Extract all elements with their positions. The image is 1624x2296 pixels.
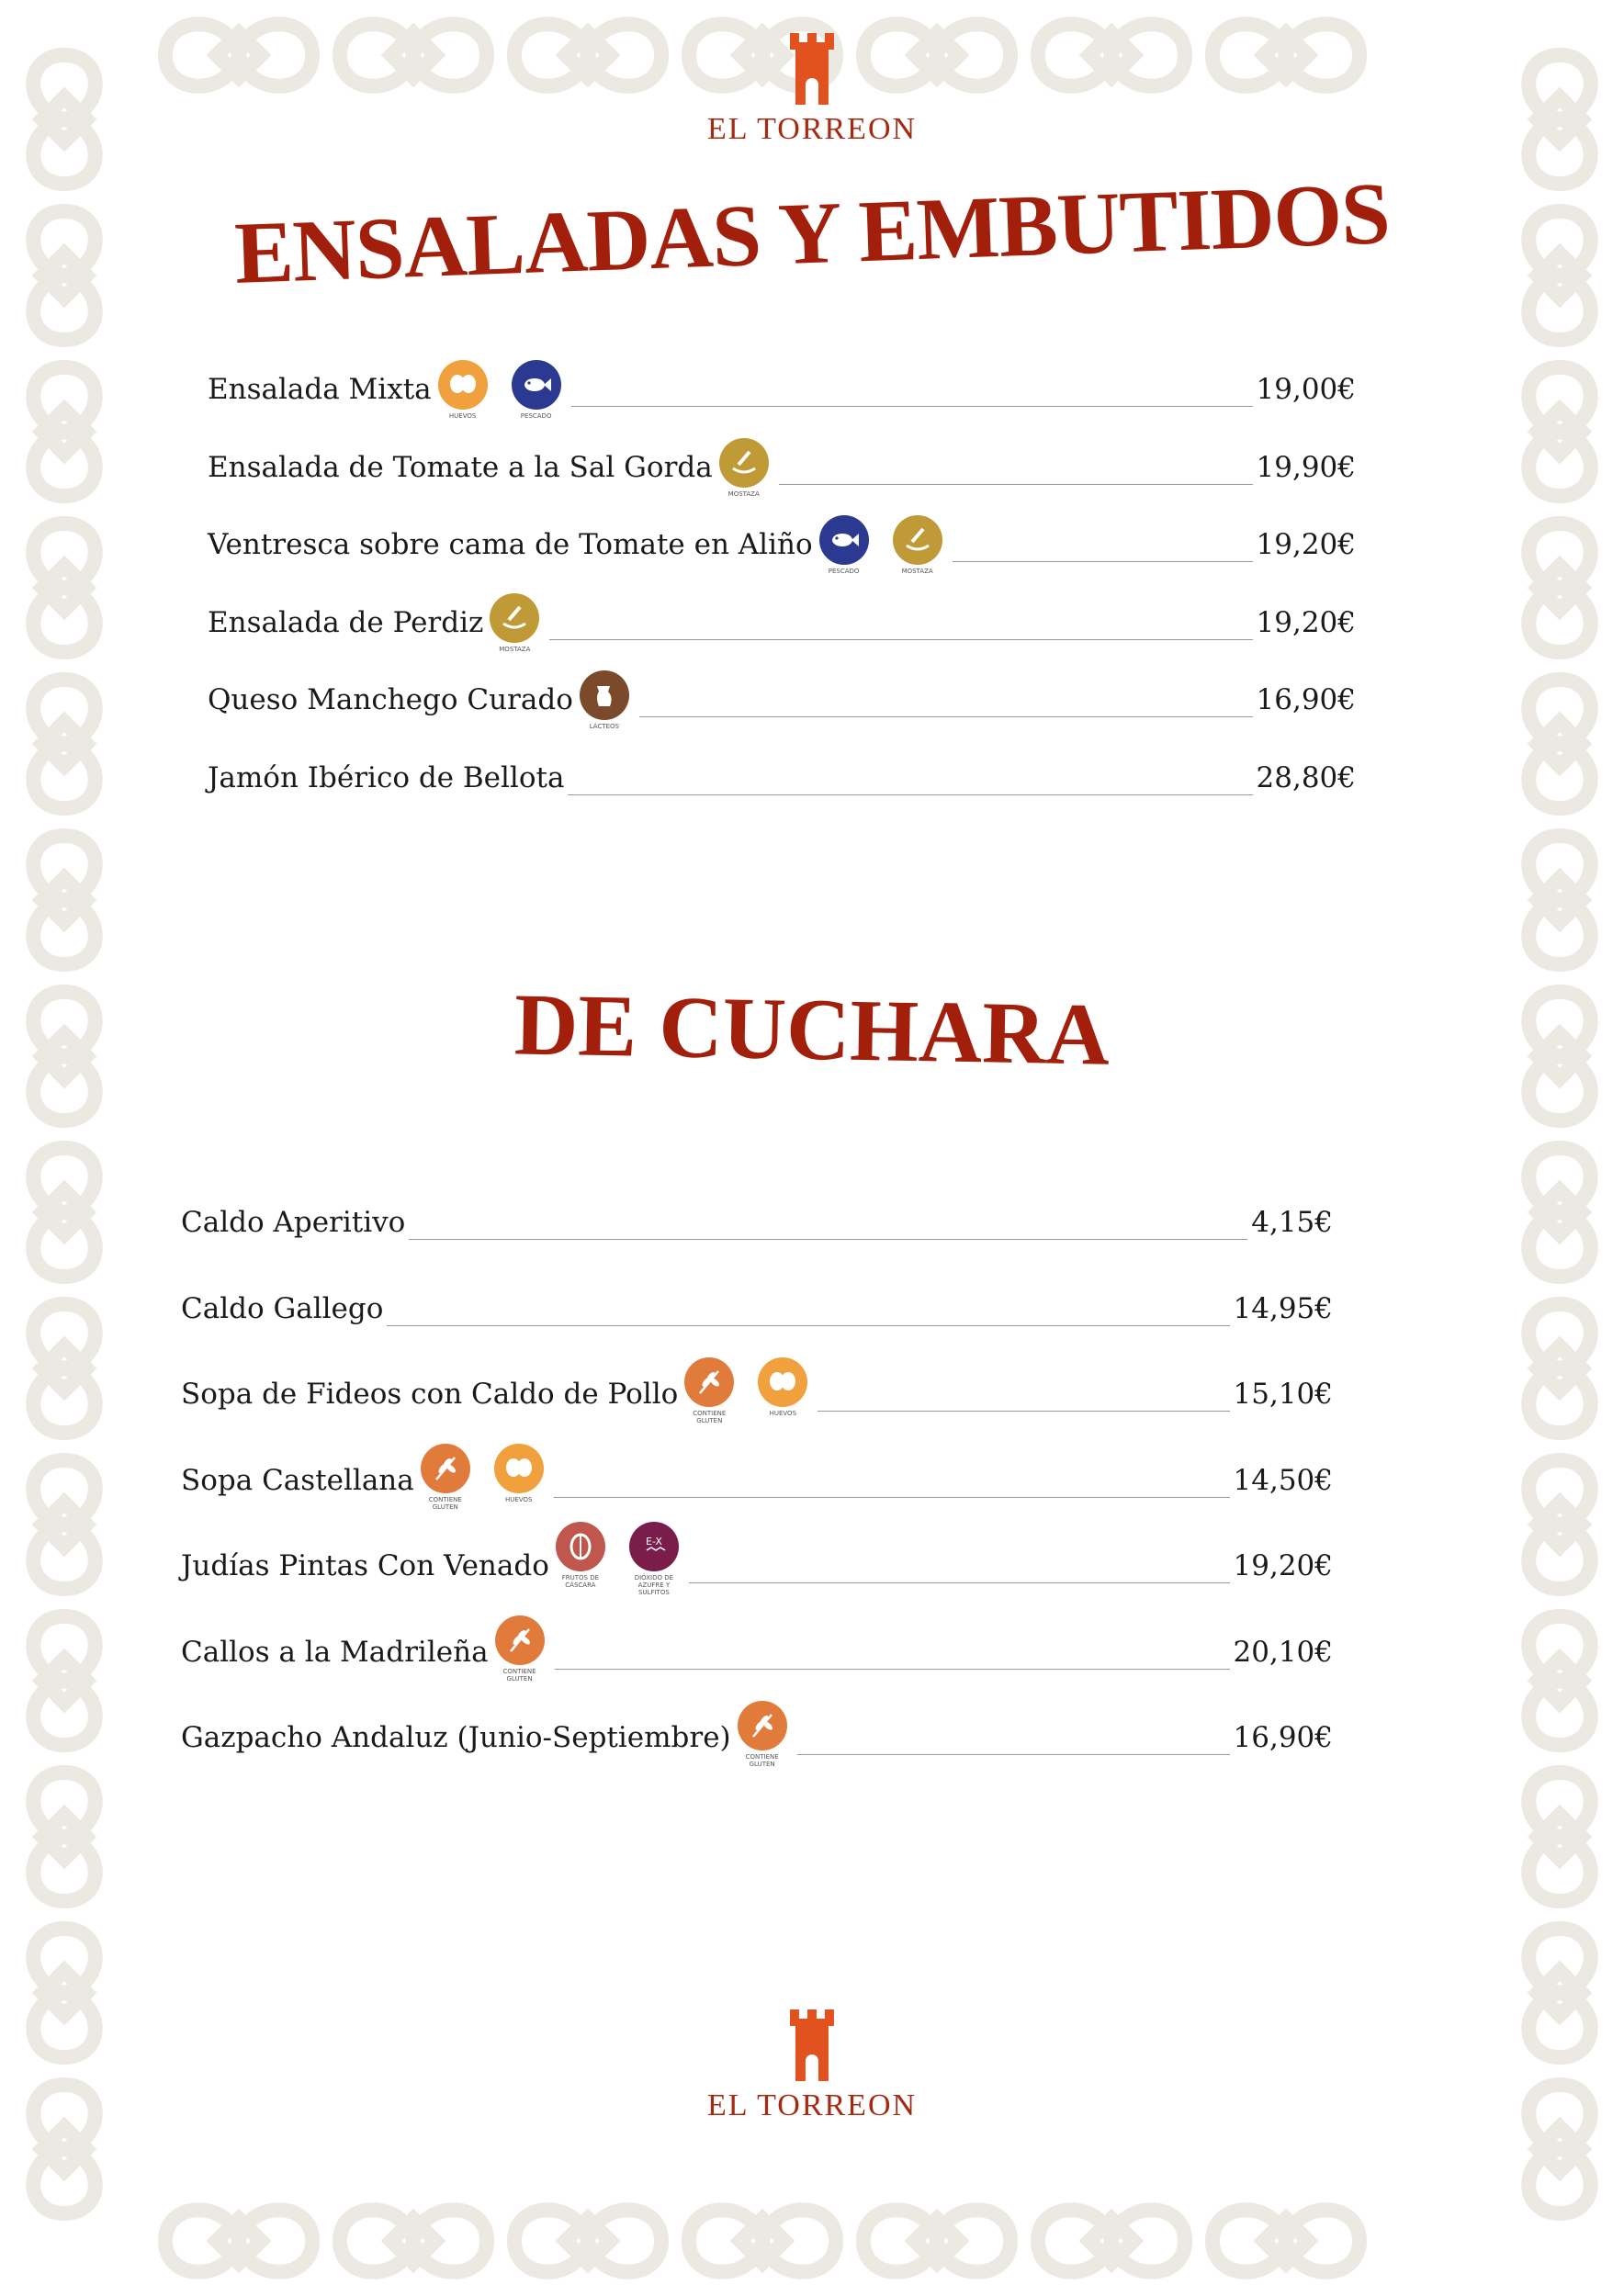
tower-icon (790, 33, 834, 105)
allergen-label: HUEVOS (448, 412, 477, 420)
menu-item (208, 759, 1356, 795)
menu-item-name: Sopa Castellana (181, 1463, 414, 1497)
brand-name: EL TORREON (706, 2088, 918, 2122)
section-title-cuchara: DE CUCHARA (513, 974, 1111, 1084)
menu-item-name: Judías Pintas Con Venado (181, 1549, 549, 1582)
menu-item (208, 448, 1356, 498)
menu-item-price: 19,20€ (1256, 528, 1356, 561)
menu-item (181, 1203, 1333, 1240)
allergen-badge (737, 1700, 788, 1768)
allergen-label: HUEVOS (769, 1410, 797, 1417)
menu-item (181, 1375, 1333, 1424)
menu-item-price: 16,90€ (1256, 683, 1356, 716)
dotted-leader (689, 1555, 1230, 1583)
menu-item-price: 14,50€ (1233, 1463, 1333, 1497)
menu-item-name: Ensalada de Tomate a la Sal Gorda (208, 450, 713, 484)
menu-item-price: 19,20€ (1256, 605, 1356, 639)
menu-item-price: 19,20€ (1233, 1549, 1333, 1582)
logo-bottom (707, 2009, 917, 2123)
allergen-badge (511, 359, 562, 420)
menu-item-name: Ventresca sobre cama de Tomate en Aliño (208, 528, 813, 561)
menu-item-price: 14,95€ (1233, 1291, 1333, 1325)
allergen-badge (683, 1356, 735, 1424)
allergen-label: MOSTAZA (499, 645, 531, 653)
menu-item (208, 525, 1356, 575)
logo-top (707, 33, 917, 147)
allergen-badge (818, 514, 870, 575)
menu-item-name: Callos a la Madrileña (181, 1635, 489, 1669)
menu-item (181, 1461, 1333, 1511)
allergen-label: MOSTAZA (727, 490, 760, 498)
allergen-badge (628, 1521, 680, 1596)
menu-item-price: 20,10€ (1233, 1635, 1333, 1669)
allergen-icons (494, 1615, 546, 1683)
allergen-label: FRUTOS DE CÁSCARA (561, 1574, 600, 1589)
allergen-badge (493, 1443, 545, 1511)
eggs-icon (493, 1443, 545, 1494)
svg-text:E-X: E-X (645, 1536, 662, 1548)
allergen-badge (757, 1356, 808, 1424)
dotted-leader (639, 689, 1253, 717)
allergen-icons (818, 514, 943, 575)
menu-item-name: Queso Manchego Curado (208, 683, 573, 716)
wheat-icon (683, 1356, 735, 1408)
sulphites-icon (628, 1521, 680, 1572)
allergen-label: PESCADO (828, 568, 860, 575)
milk-jug-icon (579, 670, 630, 721)
dotted-leader (409, 1211, 1247, 1240)
eggs-icon (437, 359, 489, 411)
dotted-leader (549, 612, 1252, 640)
allergen-icons (718, 437, 770, 498)
wheat-icon (737, 1700, 788, 1751)
menu-item-price: 4,15€ (1251, 1206, 1333, 1239)
eggs-icon (757, 1356, 808, 1408)
allergen-badge (437, 359, 489, 420)
allergen-icons (737, 1700, 788, 1768)
allergen-badge (420, 1443, 471, 1511)
dotted-leader (571, 378, 1253, 407)
allergen-icons (579, 670, 630, 730)
allergen-badge (494, 1615, 546, 1683)
dotted-leader (554, 1469, 1230, 1498)
allergen-badge (579, 670, 630, 730)
allergen-label: CONTIENE GLUTEN (428, 1495, 462, 1511)
allergen-label: DIÓXIDO DE AZUFRE Y SULFITOS (634, 1574, 674, 1596)
menu-item-price: 28,80€ (1256, 760, 1356, 794)
menu-item (208, 370, 1356, 420)
nut-icon (555, 1521, 606, 1572)
allergen-icons (437, 359, 562, 420)
dotted-leader (387, 1298, 1229, 1326)
menu-item (181, 1718, 1333, 1768)
allergen-badge (489, 592, 540, 653)
dotted-leader (818, 1383, 1229, 1412)
allergen-icons (489, 592, 540, 653)
dotted-leader (797, 1727, 1230, 1755)
allergen-icons (555, 1521, 680, 1596)
dotted-leader (568, 767, 1252, 795)
allergen-badge (555, 1521, 606, 1596)
menu-item-price: 15,10€ (1233, 1378, 1333, 1411)
allergen-label: CONTIENE GLUTEN (693, 1410, 727, 1424)
menu-item (181, 1633, 1333, 1683)
dotted-leader (555, 1641, 1230, 1670)
allergen-label: CONTIENE GLUTEN (745, 1753, 779, 1768)
allergen-label: LÁCTEOS (589, 723, 619, 730)
section-title-ensaladas: ENSALADAS Y EMBUTIDOS (232, 163, 1392, 302)
menu-item-name: Caldo Gallego (181, 1291, 384, 1325)
menu-item (208, 681, 1356, 730)
allergen-label: PESCADO (520, 412, 552, 420)
menu-item-price: 19,00€ (1256, 373, 1356, 406)
fish-icon (511, 359, 562, 411)
menu-item (181, 1536, 1333, 1596)
menu-item-name: Ensalada de Perdiz (208, 605, 484, 639)
menu-item-name: Gazpacho Andaluz (Junio-Septiembre) (181, 1721, 731, 1754)
dotted-leader (779, 456, 1253, 485)
menu-item (208, 603, 1356, 653)
allergen-badge (892, 514, 943, 575)
brand-name: EL TORREON (706, 112, 918, 146)
menu-item-price: 19,90€ (1256, 450, 1356, 484)
wheat-icon (420, 1443, 471, 1494)
allergen-badge (718, 437, 770, 498)
mustard-icon (892, 514, 943, 566)
allergen-label: CONTIENE GLUTEN (502, 1667, 536, 1683)
dotted-leader (953, 534, 1253, 562)
menu-item-price: 16,90€ (1233, 1721, 1333, 1754)
allergen-icons (420, 1443, 545, 1511)
menu-item-name: Caldo Aperitivo (181, 1206, 406, 1239)
menu-item-name: Jamón Ibérico de Bellota (208, 760, 565, 794)
menu-item-name: Sopa de Fideos con Caldo de Pollo (181, 1378, 679, 1411)
mustard-icon (718, 437, 770, 489)
allergen-icons (683, 1356, 808, 1424)
menu-item (181, 1289, 1333, 1326)
menu-item-name: Ensalada Mixta (208, 373, 432, 406)
mustard-icon (489, 592, 540, 644)
wheat-icon (494, 1615, 546, 1666)
tower-icon (790, 2009, 834, 2081)
fish-icon (818, 514, 870, 566)
allergen-label: MOSTAZA (901, 568, 933, 575)
allergen-label: HUEVOS (505, 1495, 533, 1503)
